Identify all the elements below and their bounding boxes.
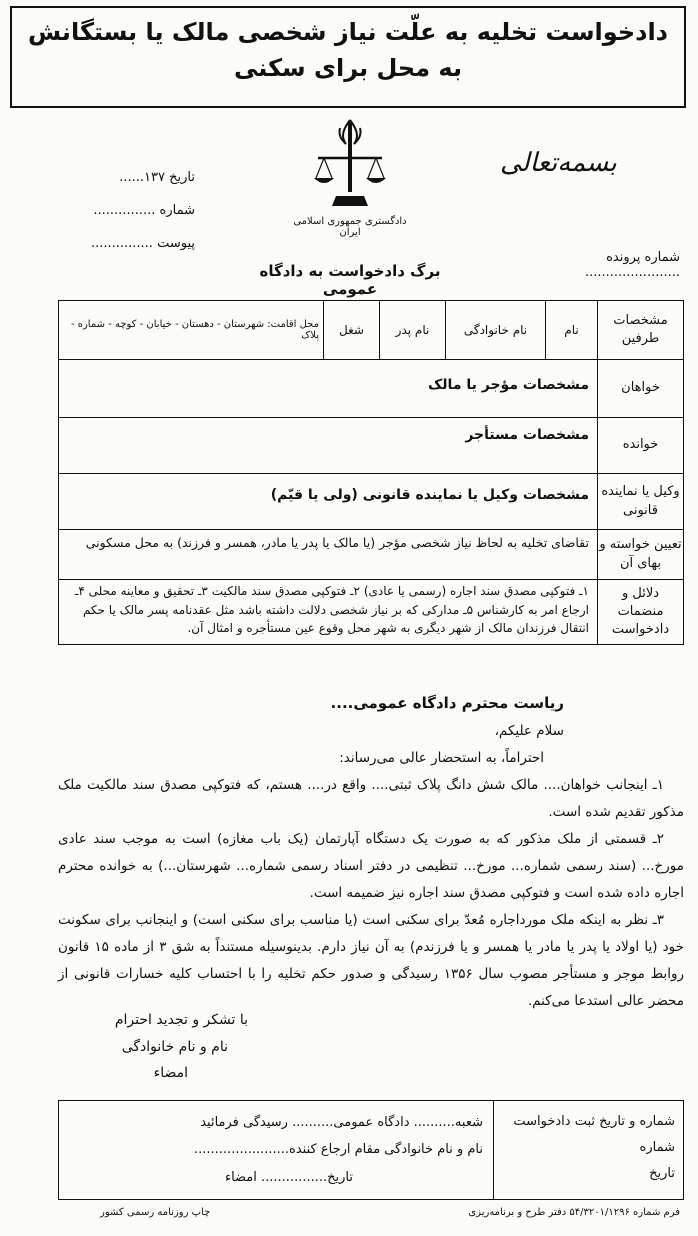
letter-paragraph-2: ۲ـ قسمتی از ملک مذکور که به صورت یک دستگاه آپارتمان (یک باب مغازه) است به موجب سند عادی مورخ... (سند رسمی شماره... مورخ... تنظیمی در دفتر اسناد رسمی شماره... شهرستان...) به خوانده محترم اجاره داده شده است و فتوکپی مصدق سند اجاره نیز ضمیمه است.: [58, 831, 684, 901]
claim-label: تعیین خواسته و بهای آن: [597, 530, 683, 579]
defendant-value: مشخصات مستأجر: [465, 427, 589, 443]
case-number-label: شماره پرونده: [606, 250, 680, 265]
claim-row: [59, 529, 683, 579]
letter-salutation: ریاست محترم دادگاه عمومی....: [330, 694, 564, 712]
attachment-label: پیوست: [157, 236, 195, 251]
form-subtitle: برگ دادخواست به دادگاه عمومی: [259, 262, 441, 298]
lawyer-label: وکیل یا نماینده قانونی: [597, 474, 683, 529]
claim-value: تقاضای تخلیه به لحاظ نیاز شخصی مؤجر (یا مالک یا پدر یا مادر، همسر و فرزند) به محل مسکونی: [85, 535, 589, 550]
evidence-label: دلائل و منضمات دادخواست: [597, 580, 683, 644]
date-sign-text: تاریخ................ امضاء: [224, 1169, 353, 1185]
title-line-2: به محل برای سکنی: [233, 54, 462, 82]
registration-info: [493, 1101, 683, 1199]
number-line: شماره ...............: [93, 203, 195, 218]
col-name: نام: [545, 301, 597, 359]
referrer-text: نام و نام خانوادگی مقام ارجاع کننده.......................: [194, 1142, 483, 1158]
evidence-row: [59, 579, 683, 644]
letter-intro: احتراماً، به استحضار عالی می‌رساند:: [339, 750, 544, 766]
table-header-row: [59, 301, 683, 359]
form-title-box: [10, 6, 686, 108]
scales-emblem-icon: [310, 118, 390, 210]
emblem-caption: دادگستری جمهوری اسلامی ایران: [293, 216, 407, 238]
besmeh-text: بسمه‌تعالی: [500, 148, 617, 178]
registration-number-label: شماره: [639, 1140, 675, 1155]
print-line-right: فرم شماره ۵۴/۳۲۰۱/۱۲۹۶ دفتر طرح و برنامه‌ریزی: [468, 1207, 680, 1218]
title-line-1: دادخواست تخلیه به علّت نیاز شخصی مالک یا بستگانش: [28, 18, 668, 46]
evidence-value: ۱ـ فتوکپی مصدق سند اجاره (رسمی یا عادی) ۲ـ فتوکپی مصدق سند مالکیت ۳ـ تحقیق و معاینه محلی ۴ـ ارجاع امر به کارشناس ۵ـ مدارکی که بر نیاز شخصی دلالت داشته باشد مثل عقدنامه پسر مالک یا حکم انتقال فرزندان مالک از شهر دیگری به شهر محل وقوع عین مستأجره و امثال آن.: [74, 584, 589, 636]
closing-signature: امضاء: [153, 1065, 188, 1082]
plaintiff-row: [59, 359, 683, 417]
print-line-left: چاپ روزنامه رسمی کشور: [100, 1207, 211, 1218]
defendant-label: خوانده: [597, 418, 683, 473]
col-address: محل اقامت: شهرستان - دهستان - خیابان - کوچه - شماره - پلاک: [70, 319, 319, 341]
plaintiff-value: مشخصات مؤجر یا مالک: [427, 377, 589, 393]
letter-paragraph-3: ۳ـ نظر به اینکه ملک مورداجاره مُعدّ برای سکنی است (یا مناسب برای سکنی است) و اینجانب برای سکونت خود (یا اولاد یا پدر یا مادر یا همسر و یا فرزندم) به آن نیاز دارم. بدینوسیله مستنداً به شق ۳ از ماده ۱۵ قانون روابط موجر و مستأجر مصوب سال ۱۳۵۶ رسیدگی و صدور حکم تخلیه را با احتساب کلیه خسارات قانونی از محضر عالی استدعا می‌کنم.: [58, 912, 685, 1009]
number-label: شماره: [159, 203, 195, 218]
col-family-name: نام خانوادگی: [445, 301, 545, 359]
closing-name: نام و نام خانوادگی: [121, 1038, 228, 1055]
col-father-name: نام پدر: [379, 301, 445, 359]
plaintiff-label: خواهان: [597, 360, 683, 417]
date-label: تاریخ: [169, 170, 195, 185]
date-line: [80, 170, 195, 185]
letter-paragraph-1: ۱ـ اینجانب خواهان.... مالک شش دانگ پلاک ثبتی.... واقع در.... هستم، که فتوکپی مصدق سند مالکیت ملک مذکور تقدیم شده است.: [58, 777, 684, 820]
case-number-line: شماره پرونده .......................: [584, 250, 680, 280]
closing-block: [58, 1007, 248, 1087]
registration-date-label: تاریخ: [649, 1166, 675, 1181]
emblem: [290, 118, 410, 236]
letter-greeting: سلام علیکم،: [494, 723, 564, 739]
lawyer-value: مشخصات وکیل یا نماینده قانونی (ولی یا قیّم): [270, 487, 589, 503]
letter-body: [58, 688, 684, 1015]
date-value: ۱۳۷......: [119, 170, 165, 185]
col-occupation: شغل: [323, 301, 379, 359]
parties-header-label: مشخصات طرفین: [597, 301, 683, 359]
branch-text: شعبه.......... دادگاه عمومی.......... رسیدگی فرمائید: [200, 1115, 483, 1130]
defendant-row: [59, 417, 683, 473]
attachment-line: پیوست ...............: [90, 236, 195, 251]
lawyer-row: [59, 473, 683, 529]
registration-label: شماره و تاریخ ثبت دادخواست: [513, 1114, 675, 1129]
print-line: [100, 1207, 680, 1218]
closing-text: با تشکر و تجدید احترام: [114, 1012, 248, 1028]
referral-info: [69, 1109, 483, 1191]
petition-table: [58, 300, 684, 645]
registration-footer: [58, 1100, 684, 1200]
